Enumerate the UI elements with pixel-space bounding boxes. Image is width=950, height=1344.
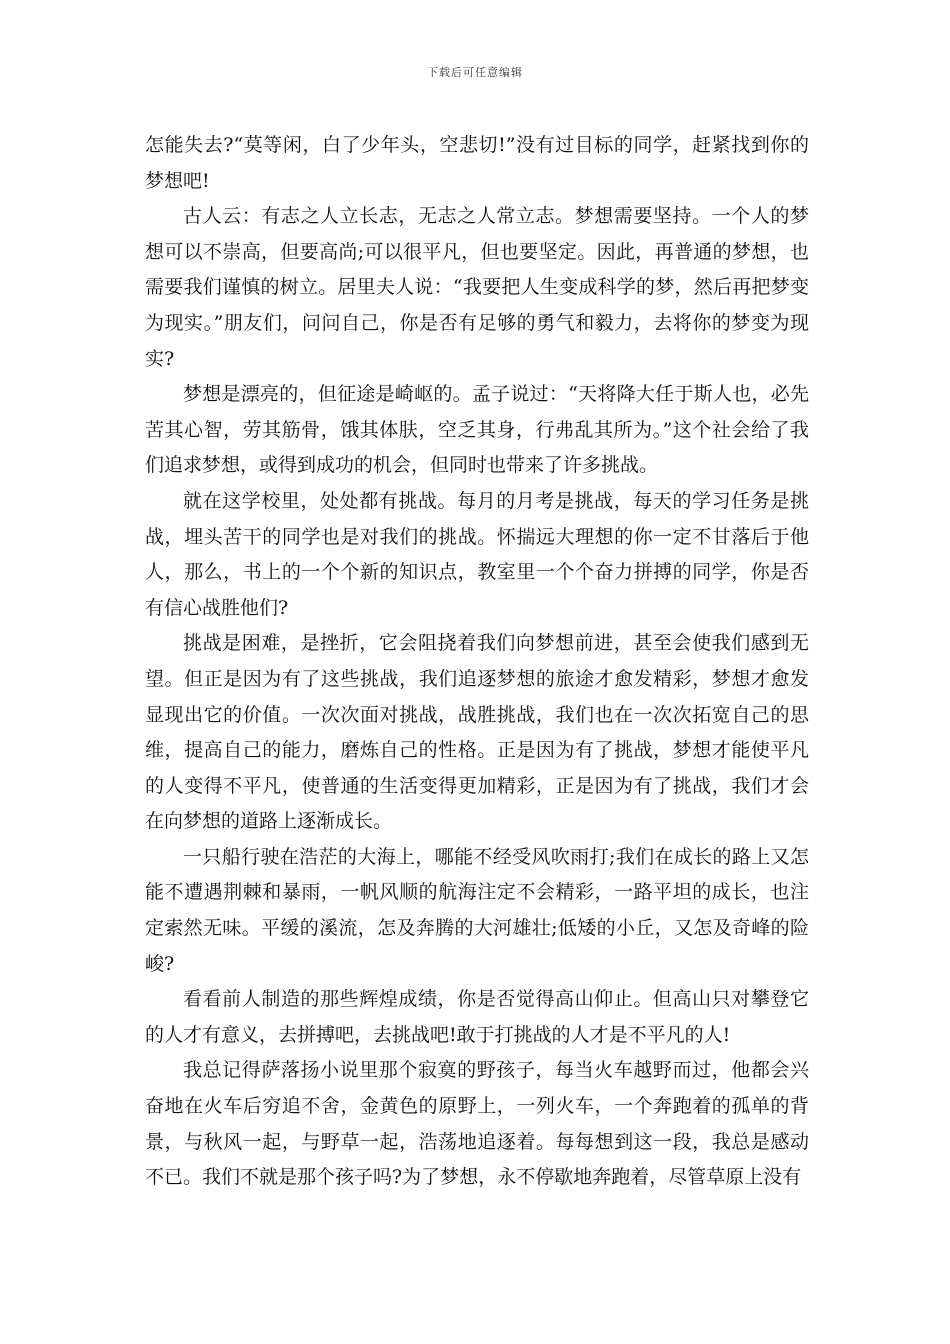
paragraph-3: 梦想是漂亮的，但征途是崎岖的。孟子说过：“天将降大任于斯人也，必先苦其心智，劳其筋骨，饿其体肤，空乏其身，行弗乱其所为。”这个社会给了我们追求梦想，或得到成功的机会，但同时也带来了许多挑战。: [145, 383, 809, 477]
page-header: 下载后可任意编辑: [427, 66, 523, 79]
paragraph-6: 一只船行驶在浩茫的大海上，哪能不经受风吹雨打;我们在成长的路上又怎能不遭遇荆棘和暴雨，一帆风顺的航海注定不会精彩，一路平坦的成长，也注定索然无味。平缓的溪流，怎及奔腾的大河雄壮;低矮的小丘，又怎及奇峰的险峻?: [145, 845, 809, 975]
paragraph-7: 看看前人制造的那些辉煌成绩，你是否觉得高山仰止。但高山只对攀登它的人才有意义，去拼搏吧，去挑战吧!敢于打挑战的人才是不平凡的人!: [145, 988, 809, 1046]
article-body: [145, 128, 809, 1196]
paragraph-4: 就在这学校里，处处都有挑战。每月的月考是挑战，每天的学习任务是挑战，埋头苦干的同学也是对我们的挑战。怀揣远大理想的你一定不甘落后于他人，那么，书上的一个个新的知识点，教室里一个个奋力拼搏的同学，你是否有信心战胜他们?: [145, 489, 809, 619]
paragraph-5: 挑战是困难，是挫折，它会阻挠着我们向梦想前进，甚至会使我们感到无望。但正是因为有了这些挑战，我们追逐梦想的旅途才愈发精彩，梦想才愈发显现出它的价值。一次次面对挑战，战胜挑战，我们也在一次次拓宽自己的思维，提高自己的能力，磨炼自己的性格。正是因为有了挑战，梦想才能使平凡的人变得不平凡，使普通的生活变得更加精彩，正是因为有了挑战，我们才会在向梦想的道路上逐渐成长。: [145, 632, 809, 833]
paragraph-1: 怎能失去?“莫等闲，白了少年头，空悲切!”没有过目标的同学，赶紧找到你的梦想吧!: [145, 134, 809, 192]
paragraph-8: 我总记得萨落扬小说里那个寂寞的野孩子，每当火车越野而过，他都会兴奋地在火车后穷追不舍，金黄色的原野上，一列火车，一个奔跑着的孤单的背景，与秋风一起，与野草一起，浩荡地追逐着。每每想到这一段，我总是感动不已。我们不就是那个孩子吗?为了梦想，永不停歇地奔跑着，尽管草原上没有: [145, 1059, 809, 1189]
paragraph-2: 古人云：有志之人立长志，无志之人常立志。梦想需要坚持。一个人的梦想可以不崇高，但要高尚;可以很平凡，但也要坚定。因此，再普通的梦想，也需要我们谨慎的树立。居里夫人说：“我要把人生变成科学的梦，然后再把梦变为现实。”朋友们，问问自己，你是否有足够的勇气和毅力，去将你的梦变为现实?: [145, 205, 809, 370]
